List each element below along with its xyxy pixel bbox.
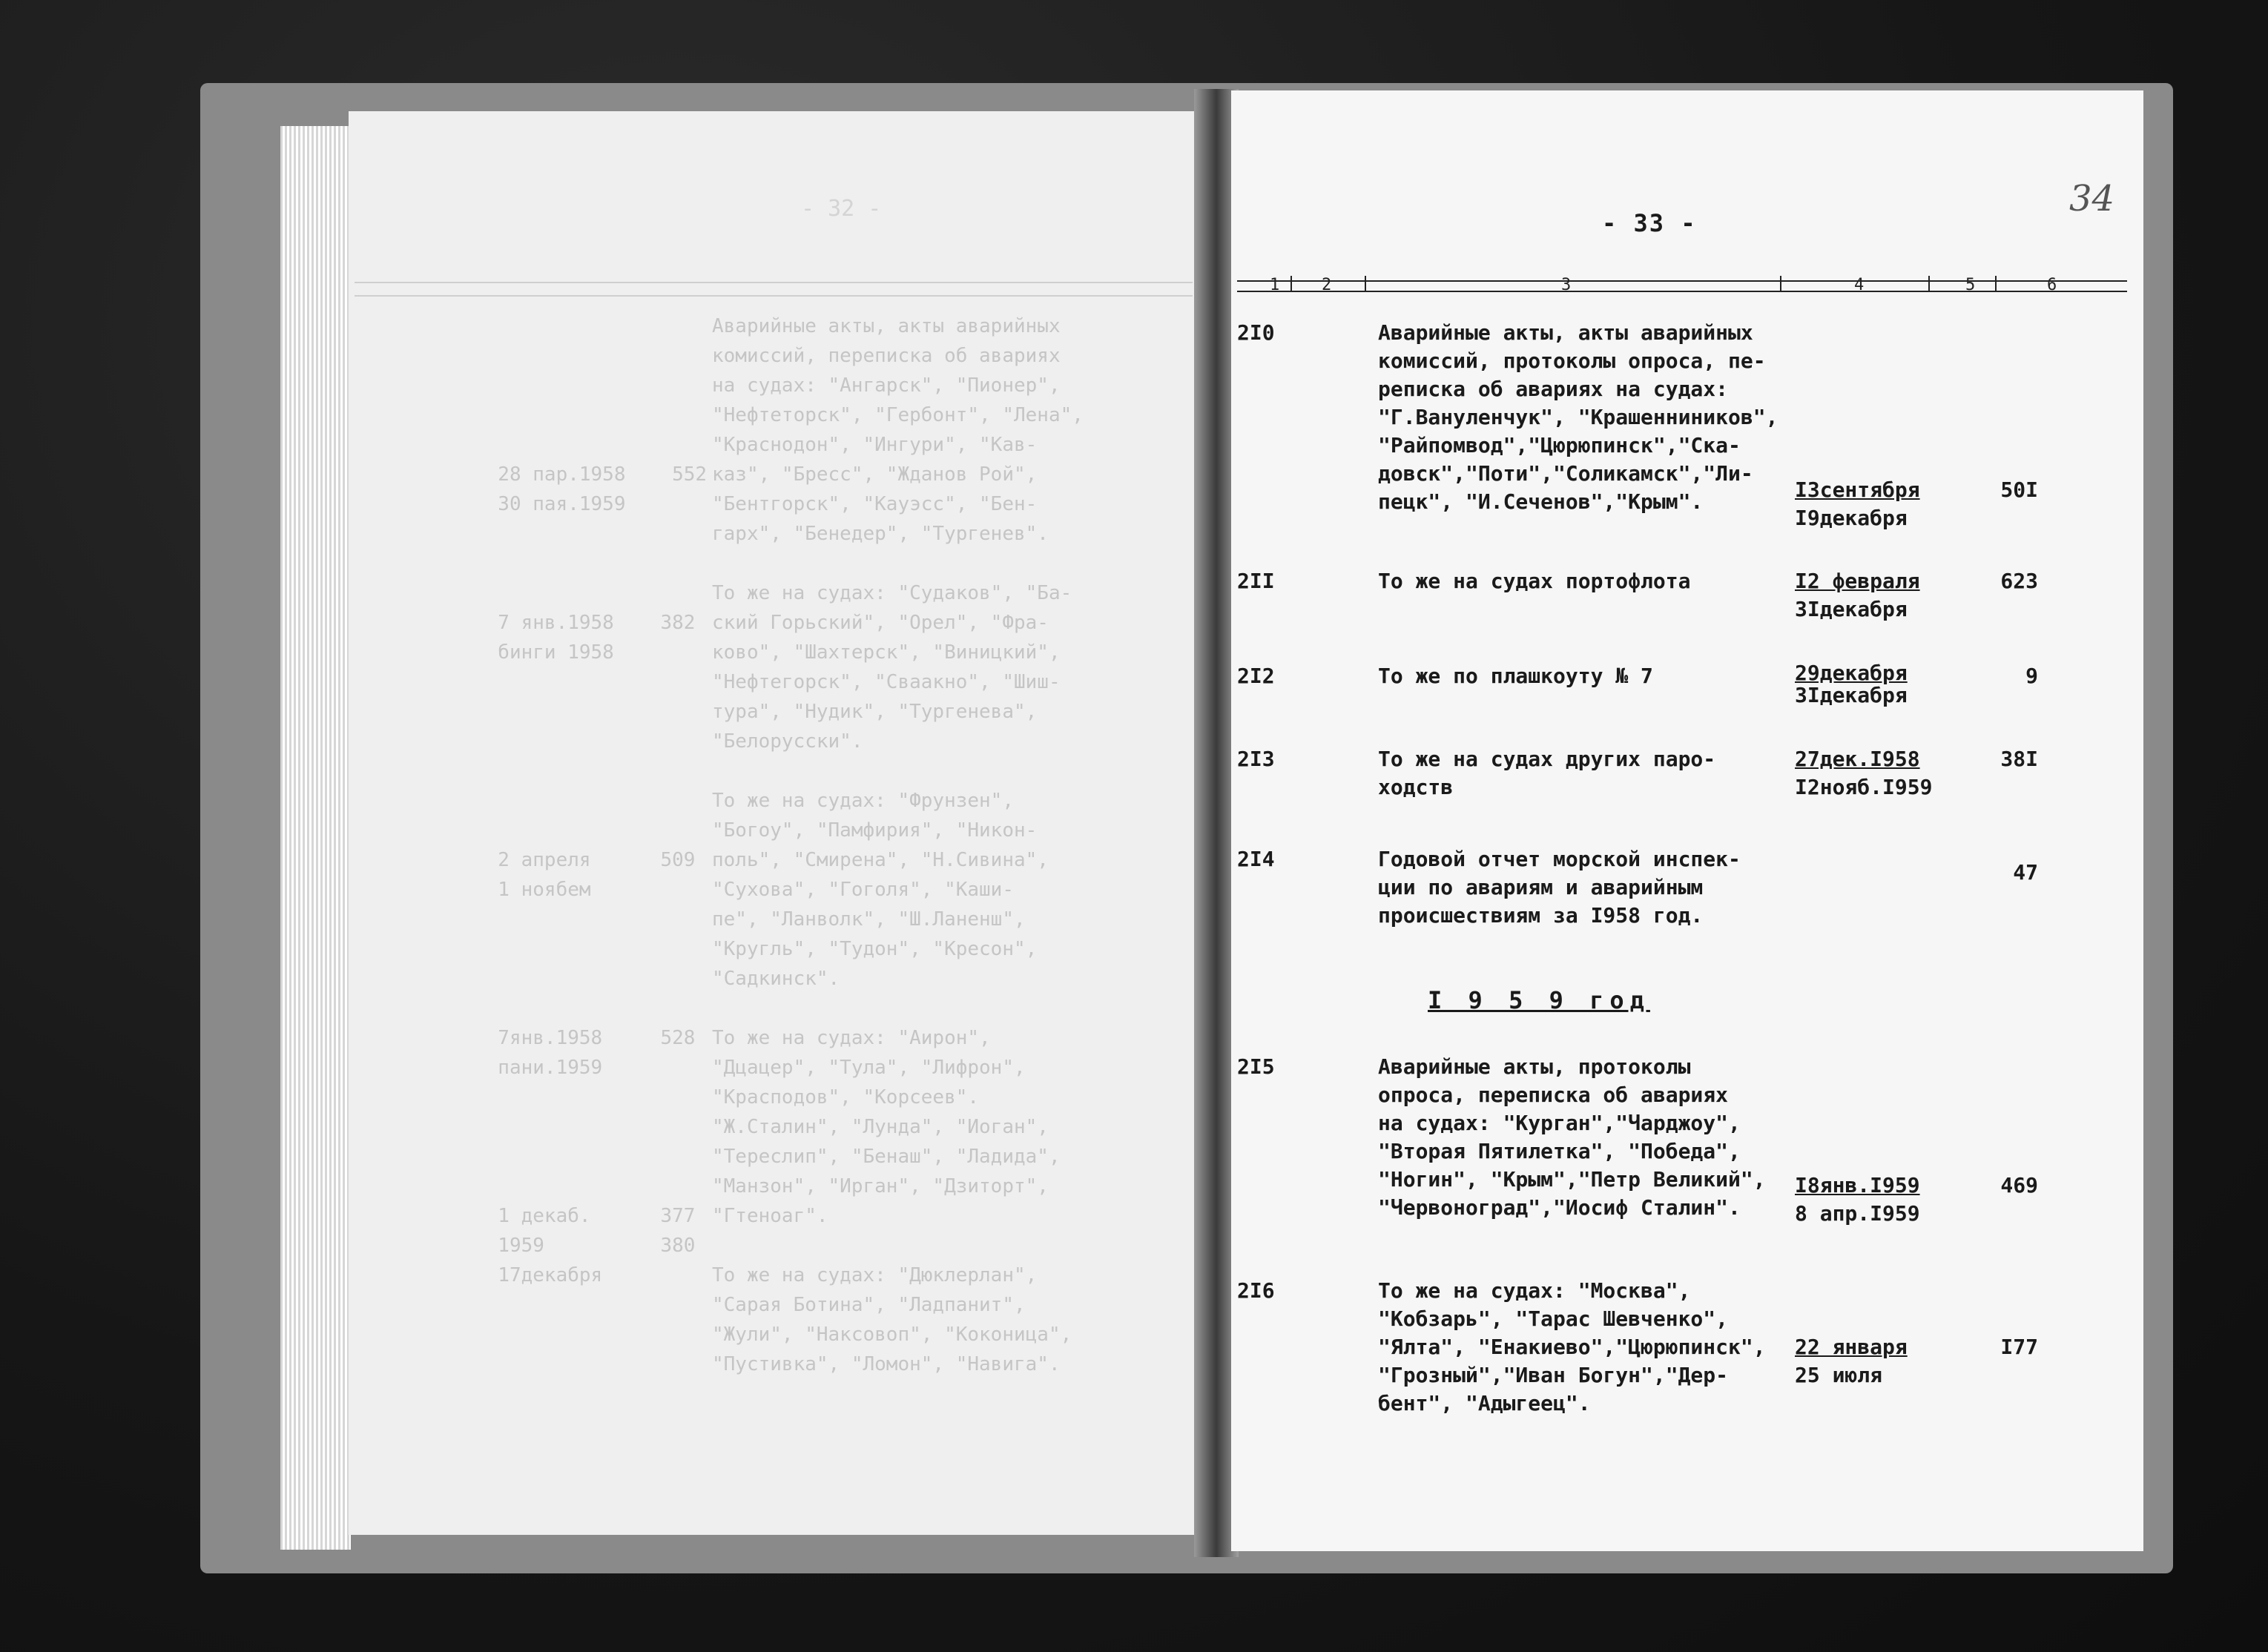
column-number-4: 4 (1854, 276, 1865, 294)
left-header-rule-2 (355, 295, 1193, 297)
entry-number: 2I6 (1237, 1278, 1275, 1303)
entry-dates (1795, 662, 1965, 707)
entry-number: 2I4 (1237, 847, 1275, 871)
entry-count: 9 (2025, 664, 2038, 688)
entry-dates (1795, 567, 1965, 624)
column-divider (1995, 276, 1997, 292)
table-header-rule-top (1237, 280, 2127, 282)
entry-dates (1795, 476, 1965, 532)
entry-description: Годовой отчет морской инспек- ции по авариям и аварийным происшествиям за I958 год. (1378, 847, 1741, 928)
entry-number: 2II (1237, 569, 1275, 593)
year-heading: I 9 5 9 год (1428, 986, 1650, 1014)
left-ghost-text: Аварийные акты, акты аварийных комиссий, переписка об авариях на судах: "Ангарск", "Пионер", "Нефтеторск", "Гербонт", "Лена", "Краснодон", "Ингури", "Кав- каз", "Бресс", "Жданов Рой", "Бентгорск", "Кауэсс", "Бен- гарх", "Бенедер", "Тургенев". То же на судах: "Судаков", "Ба- ский Горьский", "Орел", "Фра- ково", "Шахтерск", "Виницкий", "Нефтегорск", "Сваакно", "Шиш- тура", "Нудик", "Тургенева", "Белорусски". То же на судах: "Фрунзен", "Богоу", "Памфирия", "Никон- поль", "Смирена", "Н.Сивина", "Сухова", "Гоголя", "Каши- пе", "Ланволк", "Ш.Ланенш", "Кругль", "Тудон", "Кресон", "Садкинск". То же на судах: "Аирон", "Дцацер", "Тула", "Лифрон", "Красподов", "Корсеев". "Ж.Сталин", "Лунда", "Иоган", "Тереслип", "Бенаш", "Ладида", "Манзон", "Ирган", "Дзиторт", "Гтеноаг". То же на судах: "Дюклерлан", "Сарая Ботина", "Ладпанит", "Жули", "Наксовоп", "Коконица", "Пустивка", "Ломон", "Навига". (712, 315, 1084, 1375)
entry-description: То же на судах портофлота (1378, 569, 1691, 593)
column-number-1: 1 (1270, 276, 1280, 294)
entry-description: Аварийные акты, акты аварийных комиссий, протоколы опроса, пе- реписка об авариях на судах: "Г.Вануленчук", "Крашенниников", "Райпомвод","Цюрюпинск","Ска- довск","Поти","Соликамск","Ли- пецк", "И.Сеченов","Крым". (1378, 320, 1779, 514)
date-start: 27дек.I958 (1795, 747, 1920, 771)
column-divider (1290, 276, 1292, 292)
column-number-3: 3 (1561, 276, 1572, 294)
entry-dates (1795, 1333, 1965, 1390)
entry-description: То же на судах: "Москва", "Кобзарь", "Тарас Шевченко", "Ялта", "Енакиево","Цюрюпинск", "Грозный","Иван Богун","Дер- бент", "Адыгеец". (1378, 1278, 1766, 1415)
entry-count: 623 (2000, 569, 2038, 593)
left-header-rule (355, 282, 1193, 283)
entry-count: 50I (2000, 478, 2038, 502)
date-end: I9декабря (1795, 506, 1908, 530)
entry-number: 2I0 (1237, 320, 1275, 345)
column-divider (1780, 276, 1781, 292)
column-number-6: 6 (2047, 276, 2057, 294)
date-end: I2нояб.I959 (1795, 775, 1933, 799)
table-header-rule-bottom (1237, 291, 2127, 292)
left-ghost-dates: 28 пар.1958 552 30 пая.1959 7 янв.1958 382 бинги 1958 2 апреля 509 1 ноябем 7янв.1958 528 пани.1959 1 декаб. 377 1959 380 17декабря (498, 463, 708, 1286)
column-number-5: 5 (1965, 276, 1976, 294)
entry-dates (1795, 745, 1965, 802)
entry-dates (1795, 1172, 1965, 1228)
entry-number: 2I2 (1237, 664, 1275, 688)
date-start: 29декабря (1795, 661, 1908, 685)
date-end: 8 апр.I959 (1795, 1201, 1920, 1226)
entry-count: 47 (2013, 860, 2038, 885)
page-edges (280, 126, 351, 1550)
date-end: 3Iдекабря (1795, 683, 1908, 707)
left-page-number: - 32 - (801, 196, 882, 222)
entry-number: 2I5 (1237, 1054, 1275, 1079)
archive-page-number: 34 (2069, 178, 2115, 219)
column-number-2: 2 (1322, 276, 1332, 294)
date-start: I3сентября (1795, 478, 1920, 502)
entry-number: 2I3 (1237, 747, 1275, 771)
entry-description: Аварийные акты, протоколы опроса, переписка об авариях на судах: "Курган","Чарджоу", "Вторая Пятилетка", "Победа", "Ногин", "Крым","Петр Великий", "Червоноград","Иосиф Сталин". (1378, 1054, 1766, 1220)
date-end: 3Iдекабря (1795, 597, 1908, 621)
date-start: I2 февраля (1795, 569, 1920, 593)
date-end: 25 июля (1795, 1363, 1883, 1387)
entry-count: 469 (2000, 1173, 2038, 1197)
entry-count: I77 (2000, 1335, 2038, 1359)
date-start: I8янв.I959 (1795, 1173, 1920, 1197)
entry-description: То же на судах других паро- ходств (1378, 747, 1716, 799)
entry-description: То же по плашкоуту № 7 (1378, 664, 1653, 688)
column-divider (1928, 276, 1930, 292)
page-number: - 33 - (1602, 209, 1697, 237)
entry-count: 38I (2000, 747, 2038, 771)
date-start: 22 января (1795, 1335, 1908, 1359)
column-divider (1365, 276, 1366, 292)
